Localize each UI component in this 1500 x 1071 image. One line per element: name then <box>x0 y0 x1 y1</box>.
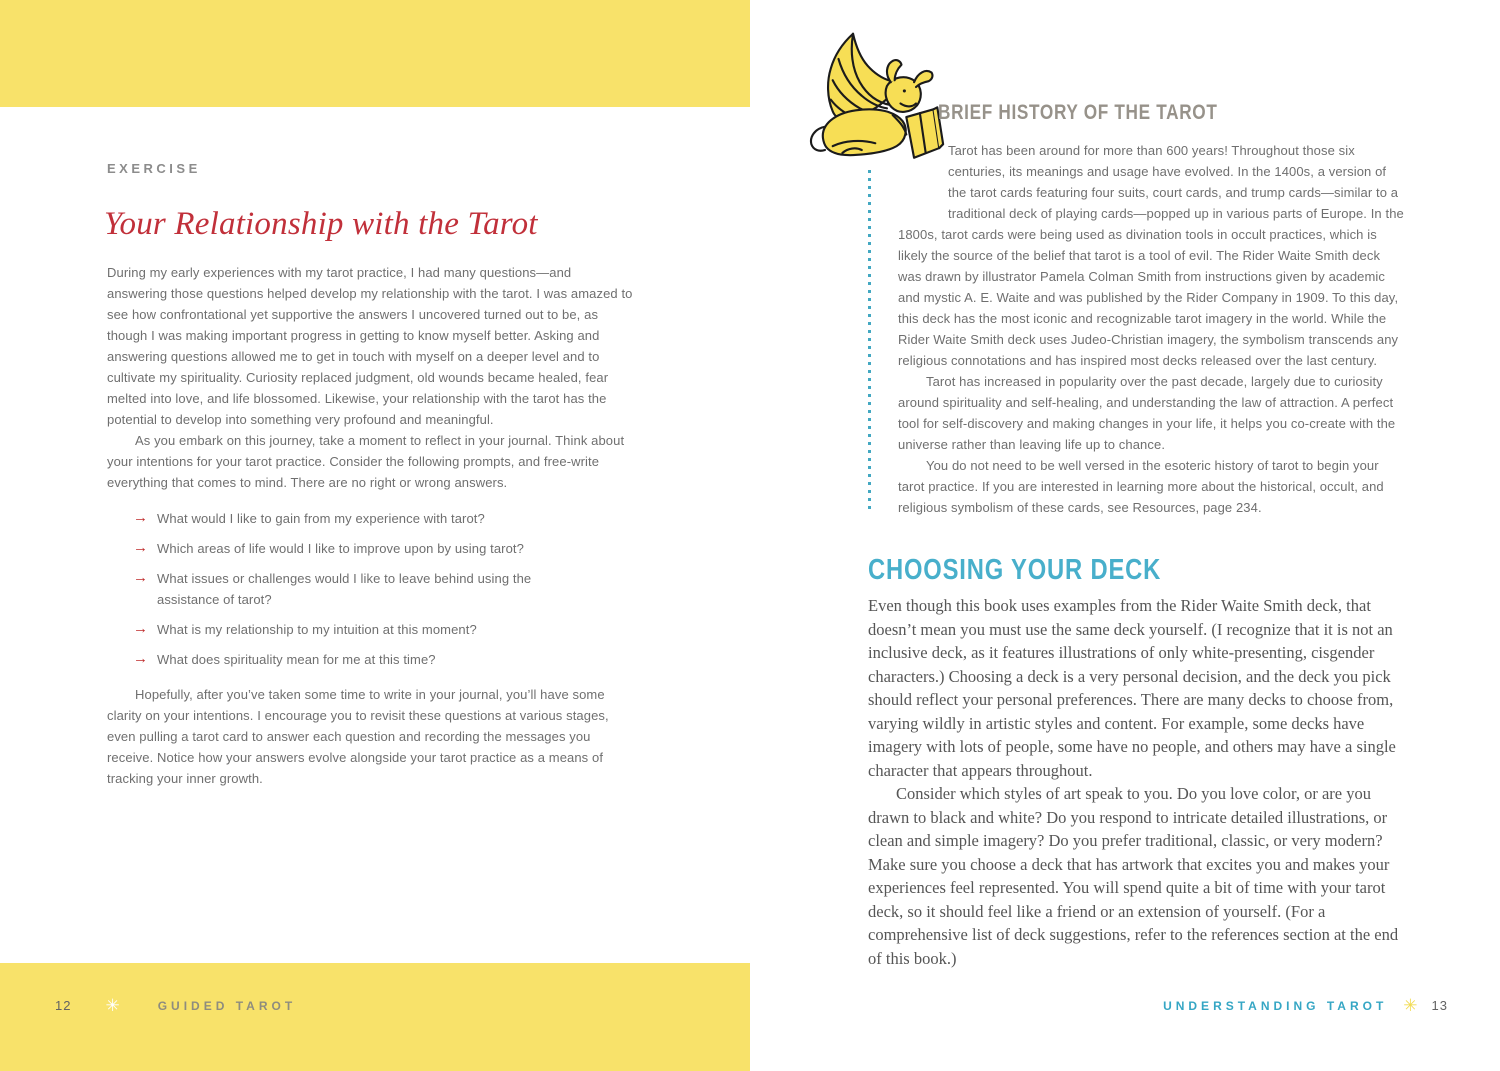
history-paragraph-2: Tarot has increased in popularity over the past decade, largely due to curiosity around spirituality and self-healing, and understanding the law of attraction. A perfect tool for self-discovery and making changes in your life, it helps you co-create with the universe rather than leaving life up to chance. <box>898 374 1396 452</box>
arrow-icon: → <box>133 569 149 586</box>
choosing-paragraph-2: Consider which styles of art speak to you. Do you love color, or are you drawn to black and white? Do you respond to intricate detailed illustrations, or clean and simple imagery? Do you prefer traditional, classic, or very modern? Make sure you choose a deck that has artwork that excites you and makes your experiences feel represented. You will spend quite a bit of time with your tarot deck, so it should feel like a friend or an extension of yourself. (For a comprehensive list of deck suggestions, refer to the references section at the end of this book.) <box>868 784 1399 968</box>
arrow-icon: → <box>133 539 149 556</box>
prompt-item <box>107 538 577 559</box>
history-heading: BRIEF HISTORY OF THE TAROT <box>938 101 1218 124</box>
star-icon: ✳ <box>105 996 120 1015</box>
prompt-item <box>107 508 577 529</box>
chapter-title-footer: UNDERSTANDING TAROT <box>1163 998 1388 1013</box>
book-title-footer: GUIDED TAROT <box>157 998 297 1013</box>
left-page-footer <box>55 997 296 1014</box>
history-paragraph-3: You do not need to be well versed in the esoteric history of tarot to begin your tarot practice. If you are interested in learning more about the historical, occult, and religious symbolism of these cards, see Resources, page 234. <box>898 458 1384 515</box>
prompt-text: Which areas of life would I like to improve upon by using tarot? <box>157 541 524 556</box>
journal-paragraph: As you embark on this journey, take a moment to reflect in your journal. Think about your intentions for your tarot practice. Consider the following prompts, and free-write everything that comes to mind. There are no right or wrong answers. <box>107 433 625 490</box>
illustration-wrap-spacer <box>898 140 948 206</box>
prompt-text: What issues or challenges would I like to leave behind using the assistance of tarot? <box>157 571 532 607</box>
exercise-title: Your Relationship with the Tarot <box>104 206 538 242</box>
prompt-item <box>107 619 577 640</box>
prompt-list <box>107 508 634 670</box>
arrow-icon: → <box>133 509 149 526</box>
exercise-kicker: EXERCISE <box>107 161 201 176</box>
history-paragraph-1: Tarot has been around for more than 600 years! Throughout those six centuries, its meanings and usage have evolved. In the 1400s, a version of the tarot cards featuring four suits, court cards, and trump cards—similar to a traditional deck of playing cards—popped up in various parts of Europe. In the 1800s, tarot cards were being used as divination tools in occult practices, which is likely the source of the belief that tarot is a tool of evil. The Rider Waite Smith deck was drawn by illustrator Pamela Colman Smith from instructions given by academic and mystic A. E. Waite and was published by the Rider Company in 1909. To this day, this deck has the most iconic and recognizable tarot imagery in the world. While the Rider Waite Smith deck uses Judeo-Christian imagery, the symbolism transcends any religious connotations and has inspired most decks released over the last century. <box>898 143 1404 368</box>
yellow-top-block <box>0 0 750 107</box>
yellow-bottom-band <box>0 963 750 1071</box>
page-number-left: 12 <box>55 998 72 1013</box>
prompt-item <box>107 649 577 670</box>
arrow-icon: → <box>133 650 149 667</box>
right-page-footer <box>1163 997 1448 1014</box>
page-number-right: 13 <box>1431 998 1448 1013</box>
exercise-body <box>107 262 634 789</box>
history-body <box>898 140 1404 518</box>
choosing-deck-body <box>868 594 1410 970</box>
intro-paragraph: During my early experiences with my tarot practice, I had many questions—and answering those questions helped develop my relationship with the tarot. I was amazed to see how confrontational yet supportive the answers I uncovered turned out to be, as though I was making important progress in getting to know myself better. Asking and answering questions allowed me to get in touch with myself on a deeper level and to cultivate my spirituality. Curiosity replaced judgment, old wounds became healed, fear melted into love, and life blossomed. Likewise, your relationship with the tarot has the potential to develop into something very profound and meaningful. <box>107 265 633 427</box>
arrow-icon: → <box>133 620 149 637</box>
prompt-text: What does spirituality mean for me at this time? <box>157 652 436 667</box>
dotted-divider <box>868 170 871 512</box>
prompt-text: What would I like to gain from my experience with tarot? <box>157 511 485 526</box>
closing-paragraph: Hopefully, after you’ve taken some time to write in your journal, you’ll have some clarity on your intentions. I encourage you to revisit these questions at various stages, even pulling a tarot card to answer each question and recording the messages you receive. Notice how your answers evolve alongside your tarot practice as a means of tracking your inner growth. <box>107 687 609 786</box>
prompt-item <box>107 568 577 610</box>
star-icon: ✳ <box>1403 996 1418 1015</box>
choosing-deck-heading: CHOOSING YOUR DECK <box>868 554 1162 586</box>
choosing-paragraph-1: Even though this book uses examples from the Rider Waite Smith deck, that doesn’t mean you must use the same deck yourself. (I recognize that it is not an inclusive deck, as it features illustrations of only white-presenting, cisgender characters.) Choosing a deck is a very personal decision, and the deck you pick should reflect your personal preferences. There are many decks to choose from, varying wildly in artistic styles and content. For example, some decks have imagery with lots of people, some have no people, and others may have a single character that appears throughout. <box>868 596 1396 780</box>
prompt-text: What is my relationship to my intuition at this moment? <box>157 622 477 637</box>
